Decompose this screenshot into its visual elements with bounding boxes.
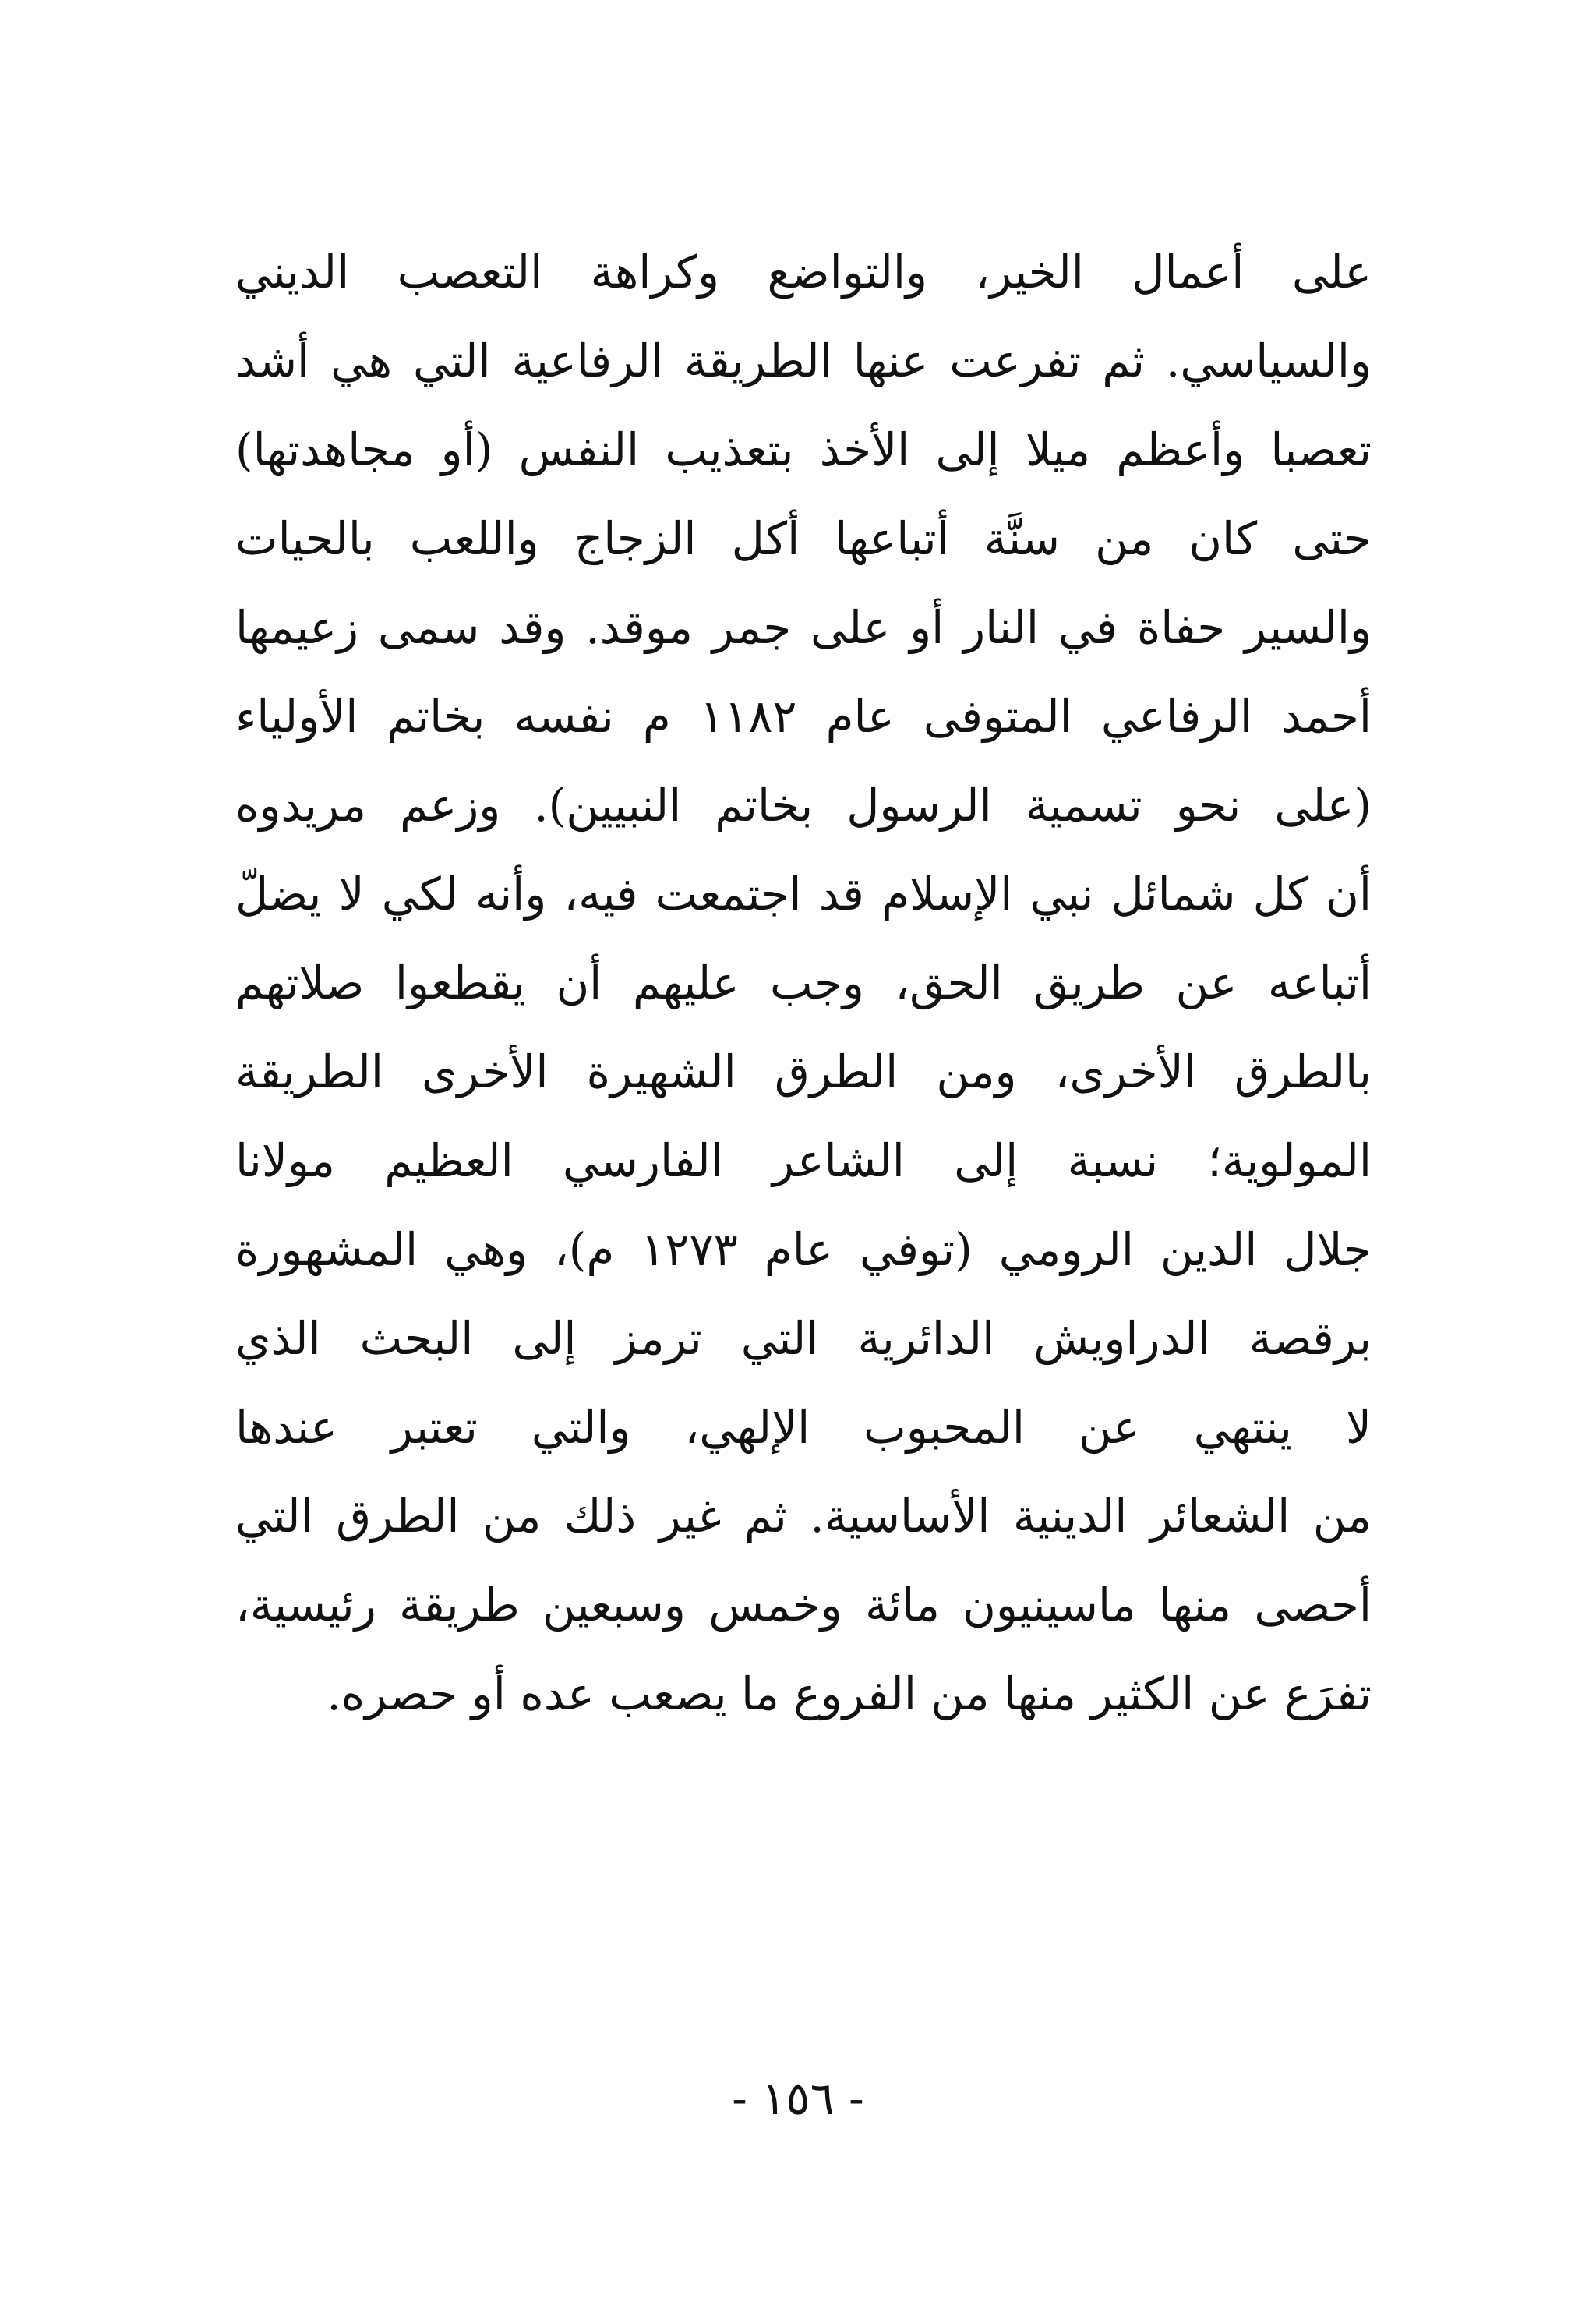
text-line: برقصة الدراويش الدائرية التي ترمز إلى البحث الذي — [235, 1312, 1372, 1365]
text-line: أحمد الرفاعي المتوفى عام ١١٨٢ م نفسه بخاتم الأولياء — [235, 690, 1372, 743]
page-number: - ١٥٦ - — [732, 2072, 864, 2125]
text-line: على أعمال الخير، والتواضع وكراهة التعصب الديني — [235, 246, 1372, 299]
text-line: أن كل شمائل نبي الإسلام قد اجتمعت فيه، وأنه لكي لا يضلّ — [235, 868, 1372, 921]
text-line: تعصبا وأعظم ميلا إلى الأخذ بتعذيب النفس (أو مجاهدتها) — [235, 423, 1372, 476]
text-line: من الشعائر الدينية الأساسية. ثم غير ذلك من الطرق التي — [235, 1490, 1372, 1543]
text-line: بالطرق الأخرى، ومن الطرق الشهيرة الأخرى الطريقة — [235, 1045, 1372, 1098]
text-line: أحصى منها ماسينيون مائة وخمس وسبعين طريقة رئيسية، — [235, 1579, 1372, 1632]
body-paragraph — [235, 228, 1372, 1738]
text-line: والسير حفاة في النار أو على جمر موقد. وقد سمى زعيمها — [235, 601, 1372, 654]
text-line: جلال الدين الرومي (توفي عام ١٢٧٣ م)، وهي المشهورة — [235, 1223, 1372, 1276]
text-line: تفرَع عن الكثير منها من الفروع ما يصعب عده أو حصره. — [327, 1667, 1372, 1720]
text-line: أتباعه عن طريق الحق، وجب عليهم أن يقطعوا صلاتهم — [235, 956, 1372, 1009]
text-line: المولوية؛ نسبة إلى الشاعر الفارسي العظيم مولانا — [235, 1134, 1372, 1187]
text-line: لا ينتهي عن المحبوب الإلهي، والتي تعتبر عندها — [235, 1401, 1372, 1454]
text-line: (على نحو تسمية الرسول بخاتم النبيين). وزعم مريدوه — [235, 779, 1372, 832]
text-line: حتى كان من سنَّة أتباعها أكل الزجاج واللعب بالحيات — [235, 512, 1372, 565]
text-line: والسياسي. ثم تفرعت عنها الطريقة الرفاعية التي هي أشد — [235, 334, 1372, 387]
